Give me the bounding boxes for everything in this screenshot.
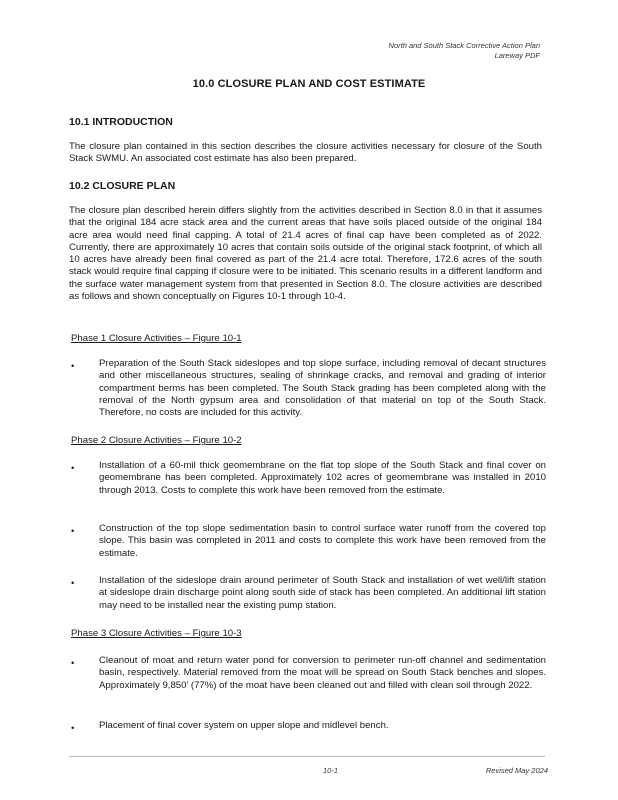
intro-paragraph: The closure plan contained in this section describes the closure activities necessary for closure of the South Stack SWMU. An associated cost estimate has also been prepared. <box>69 141 542 165</box>
bullet-icon: • <box>71 463 75 474</box>
bullet-icon: • <box>71 526 75 537</box>
phase-3-bullet-1: Cleanout of moat and return water pond for conversion to perimeter run-off channel and sedimentation basin, respectively. Material removed from the moat will be spread on South Stack benches and slopes. Approximately 9,850’ (77%) of the moat have been cleaned out and filled with clean soil through 2022. <box>99 655 546 691</box>
bullet-icon: • <box>71 578 75 589</box>
phase-2-bullet-3: Installation of the sideslope drain around perimeter of South Stack and installation of wet well/lift station at sideslope drain discharge point along south side of stack has been completed. An additional lift station may need to be installed near the existing pump station. <box>99 575 546 611</box>
intro-heading: 10.1 INTRODUCTION <box>69 116 173 128</box>
phase-2-bullet-2: Construction of the top slope sedimentation basin to control surface water runoff from the covered top slope. This basin was completed in 2011 and costs to complete this work have been removed from the estimate. <box>99 523 546 559</box>
bullet-icon: • <box>71 361 75 372</box>
running-header <box>389 41 540 61</box>
page-title: 10.0 CLOSURE PLAN AND COST ESTIMATE <box>192 78 426 90</box>
revision-date: Revised May 2024 <box>485 766 548 775</box>
phase-2-heading: Phase 2 Closure Activities – Figure 10-2 <box>71 435 242 446</box>
page-number: 10-1 <box>323 766 339 775</box>
bullet-icon: • <box>71 723 75 734</box>
phase-1-heading: Phase 1 Closure Activities – Figure 10-1 <box>71 333 242 344</box>
bullet-icon: • <box>71 658 75 669</box>
header-line-2: Lareway PDF <box>494 51 540 60</box>
phase-3-heading: Phase 3 Closure Activities – Figure 10-3 <box>71 628 242 639</box>
header-line-1: North and South Stack Corrective Action Plan <box>388 41 540 50</box>
footer-divider <box>69 756 545 757</box>
phase-1-bullet-1: Preparation of the South Stack sideslopes and top slope surface, including removal of decant structures and other miscellaneous structures, sealing of shrinkage cracks, and removal and grading of interior compartment berms has been completed. The South Stack grading has been completed along with the removal of the North gypsum area and consolidation of that material on top of the South Stack. Therefore, no costs are included for this activity. <box>99 358 546 419</box>
phase-2-bullet-1: Installation of a 60-mil thick geomembrane on the flat top slope of the South Stack and final cover on geomembrane has been completed. Approximately 102 acres of geomembrane was installed in 2010 through 2013. Costs to complete this work have been removed from the estimate. <box>99 460 546 496</box>
closure-plan-heading: 10.2 CLOSURE PLAN <box>69 180 176 192</box>
closure-plan-paragraph: The closure plan described herein differs slightly from the activities described in Section 8.0 in that it assumes that the original 184 acre stack area and the current areas that have soils placed outside of the original 184 acre area would need final capping. A total of 21.4 acres of final cap have been completed as of 2022. Currently, there are approximately 10 acres that contain soils outside of the original stack footprint, of which all 10 acres have already been final covered as part of the 21.4 acre total. Therefore, 172.6 acres of the south stack would require final capping if closure were to be initiated. This scenario results in a different landform and the surface water management system from that presented in Section 8.0. The closure activities are described as follows and shown conceptually on Figures 10-1 through 10-4. <box>69 205 542 303</box>
phase-3-bullet-2: Placement of final cover system on upper slope and midlevel bench. <box>99 720 389 731</box>
